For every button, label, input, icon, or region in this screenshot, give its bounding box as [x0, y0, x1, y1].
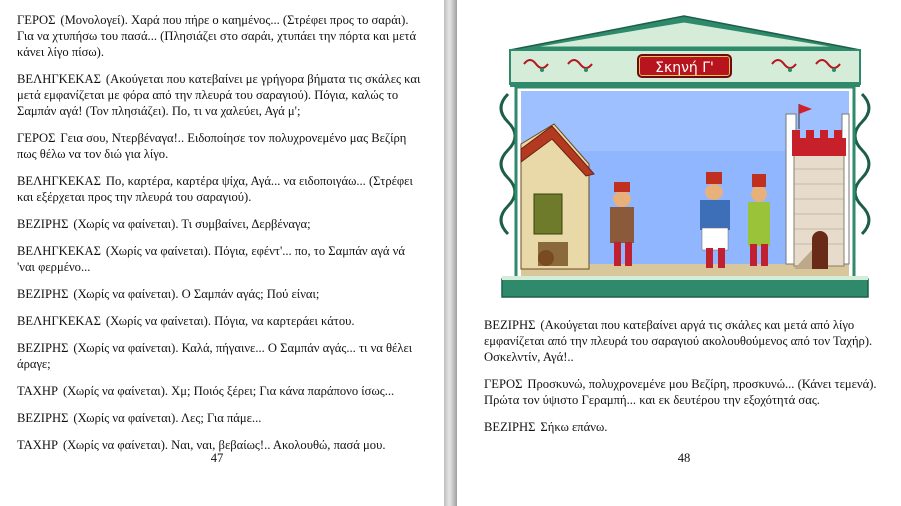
left-page — [0, 0, 444, 506]
dialogue-paragraph — [17, 243, 422, 275]
speaker-name: ΒΕΖΙΡΗΣ — [17, 217, 69, 231]
speaker-name: ΒΕΖΙΡΗΣ — [484, 420, 536, 434]
dialogue-text: (Χωρίς να φαίνεται). Ναι, ναι, βεβαίως!.. Ακολουθώ, πασά μου. — [62, 438, 386, 452]
speaker-name: ΒΕΛΗΓΚΕΚΑΣ — [17, 72, 101, 86]
dialogue-paragraph — [17, 12, 422, 60]
dialogue-paragraph — [17, 71, 422, 119]
dialogue-text: (Χωρίς να φαίνεται). Χμ; Ποιός ξέρει; Για κάνα παράπονο ίσως... — [62, 384, 395, 398]
speaker-name: ΓΕΡΟΣ — [484, 377, 523, 391]
dialogue-text: Πο, καρτέρα, καρτέρα ψίχα, Αγά... να ειδοποιγάω... (Στρέφει και εξέρχεται προς την πλευρά του σαραγιού). — [17, 174, 413, 204]
page-number: 48 — [677, 451, 691, 465]
speaker-name: ΓΕΡΟΣ — [17, 13, 56, 27]
dialogue-text: (Χωρίς να φαίνεται). Καλά, πήγαινε... Ο Σαμπάν αγάς... τι να θέλει άραγε; — [17, 341, 413, 371]
dialogue-text: (Χωρίς να φαίνεται). Πόγια, να καρτεράει κάτου. — [105, 314, 355, 328]
dialogue-paragraph — [17, 130, 422, 162]
dialogue-paragraph — [17, 286, 422, 302]
dialogue-text: (Χωρίς να φαίνεται). Πόγια, εφέντ'... πο, το Σαμπάν αγά νά 'ναι φερμένο... — [17, 244, 405, 274]
speaker-name: ΒΕΖΙΡΗΣ — [17, 341, 69, 355]
speaker-name: ΒΕΖΙΡΗΣ — [484, 318, 536, 332]
dialogue-paragraph — [17, 173, 422, 205]
dialogue-paragraph — [484, 317, 891, 365]
speaker-name: ΤΑΧΗΡ — [17, 384, 58, 398]
right-page — [457, 0, 901, 506]
dialogue-paragraph — [17, 216, 422, 232]
dialogue-paragraph — [17, 340, 422, 372]
page-number: 47 — [210, 451, 224, 465]
dialogue-text: (Μονολογεί). Χαρά που πήρε ο καημένος... (Στρέφει προς το σαράι). Για να χτυπήσω του πασά... (Πλησιάζει στο σαράι, χτυπάει την πόρτα και μετά κάνει λίγο πίσω). — [17, 13, 417, 59]
dialogue-paragraph — [17, 383, 422, 399]
left-page-text — [17, 12, 422, 464]
dialogue-paragraph — [17, 410, 422, 426]
dialogue-text: (Ακούγεται που κατεβαίνει με γρήγορα βήματα τις σκάλες και μετά εμφανίζεται με φόρα από την πλευρά του σαραγιού). Πόγια, καλώς το Σαμπάν αγά! (Τον πλησιάζει). Πο, τι να χαλεύει, Αγά μ'; — [17, 72, 421, 118]
speaker-name: ΒΕΛΗΓΚΕΚΑΣ — [17, 244, 101, 258]
dialogue-text: (Ακούγεται που κατεβαίνει αργά τις σκάλες και μετά από λίγο εμφανίζεται από την πλευρά του σαραγιού ακολουθούμενος από τον Ταχήρ). Οσκελντίν, Αγά!.. — [484, 318, 873, 364]
speaker-name: ΓΕΡΟΣ — [17, 131, 56, 145]
right-page-text — [484, 317, 891, 446]
speaker-name: ΒΕΖΙΡΗΣ — [17, 411, 69, 425]
dialogue-paragraph — [484, 376, 891, 408]
speaker-name: ΒΕΛΗΓΚΕΚΑΣ — [17, 174, 101, 188]
dialogue-text: Σήκω επάνω. — [540, 420, 608, 434]
book-gutter — [444, 0, 457, 506]
dialogue-text: (Χωρίς να φαίνεται). Τι συμβαίνει, Δερβέναγα; — [73, 217, 311, 231]
scene-title: Σκηνή Γ' — [637, 54, 732, 78]
dialogue-text: Γεια σου, Ντερβέναγα!.. Ειδοποίησε τον πολυχρονεμένο μας Βεζίρη πως θέλω να τον διώ για λίγο. — [17, 131, 407, 161]
speaker-name: ΒΕΖΙΡΗΣ — [17, 287, 69, 301]
speaker-name: ΒΕΛΗΓΚΕΚΑΣ — [17, 314, 101, 328]
speaker-name: ΤΑΧΗΡ — [17, 438, 58, 452]
dialogue-paragraph — [484, 419, 891, 435]
karagiozis-stage-illustration — [494, 14, 876, 302]
dialogue-text: Προσκυνώ, πολυχρονεμένε μου Βεζίρη, προσκυνώ... (Κάνει τεμενά). Πρώτα τον ύψιστο Γεραμπή... και εκ δευτέρου την εξοχότητά σας. — [484, 377, 877, 407]
dialogue-text: (Χωρίς να φαίνεται). Ο Σαμπάν αγάς; Πού είναι; — [73, 287, 320, 301]
dialogue-paragraph — [17, 313, 422, 329]
dialogue-text: (Χωρίς να φαίνεται). Λες; Για πάμε... — [73, 411, 262, 425]
